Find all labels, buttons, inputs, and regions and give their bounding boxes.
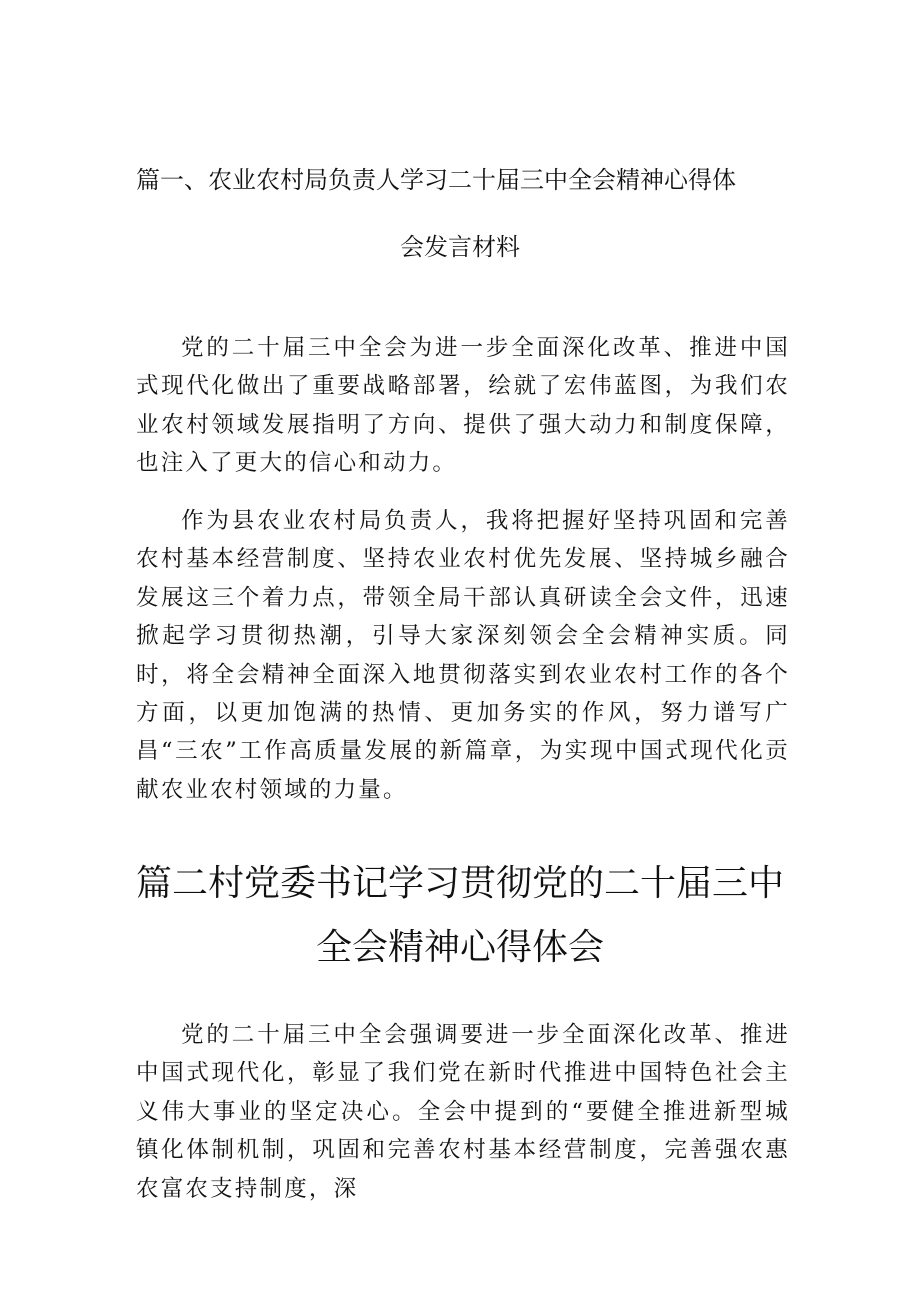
article1-paragraph-2: 作为县农业农村局负责人，我将把握好坚持巩固和完善农村基本经营制度、坚持农业农村优先发展、坚持城乡融合发展这三个着力点，带领全局干部认真研读全会文件，迅速掀起学习贯彻热潮，引导大家深刻领会全会精神实质。同时，将全会精神全面深入地贯彻落实到农业农村工作的各个方面，以更加饱满的热情、更加务实的作风，努力谱写广昌“三农”工作高质量发展的新篇章，为实现中国式现代化贡献农业农村领域的力量。 xyxy=(136,508,790,803)
article2-title-line2: 全会精神心得体会 xyxy=(315,927,604,968)
article2-title-line1: 篇二村党委书记学习贯彻党的二十届三中 xyxy=(135,863,784,904)
article1-title-line2: 会发言材料 xyxy=(400,233,520,261)
article2-title xyxy=(0,852,920,980)
article2-paragraph-1: 党的二十届三中全会强调要进一步全面深化改革、推进中国式现代化，彰显了我们党在新时代推进中国特色社会主义伟大事业的坚定决心。全会中提到的“要健全推进新型城镇化体制机制，巩固和完善农村基本经营制度，完善强农惠农富农支持制度，深 xyxy=(136,1022,790,1202)
article1-paragraph-1: 党的二十届三中全会为进一步全面深化改革、推进中国式现代化做出了重要战略部署，绘就了宏伟蓝图，为我们农业农村领域发展指明了方向、提供了强大动力和制度保障，也注入了更大的信心和动力。 xyxy=(136,335,790,477)
article1-title-line1: 篇一、农业农村局负责人学习二十届三中全会精神心得体 xyxy=(136,166,736,194)
